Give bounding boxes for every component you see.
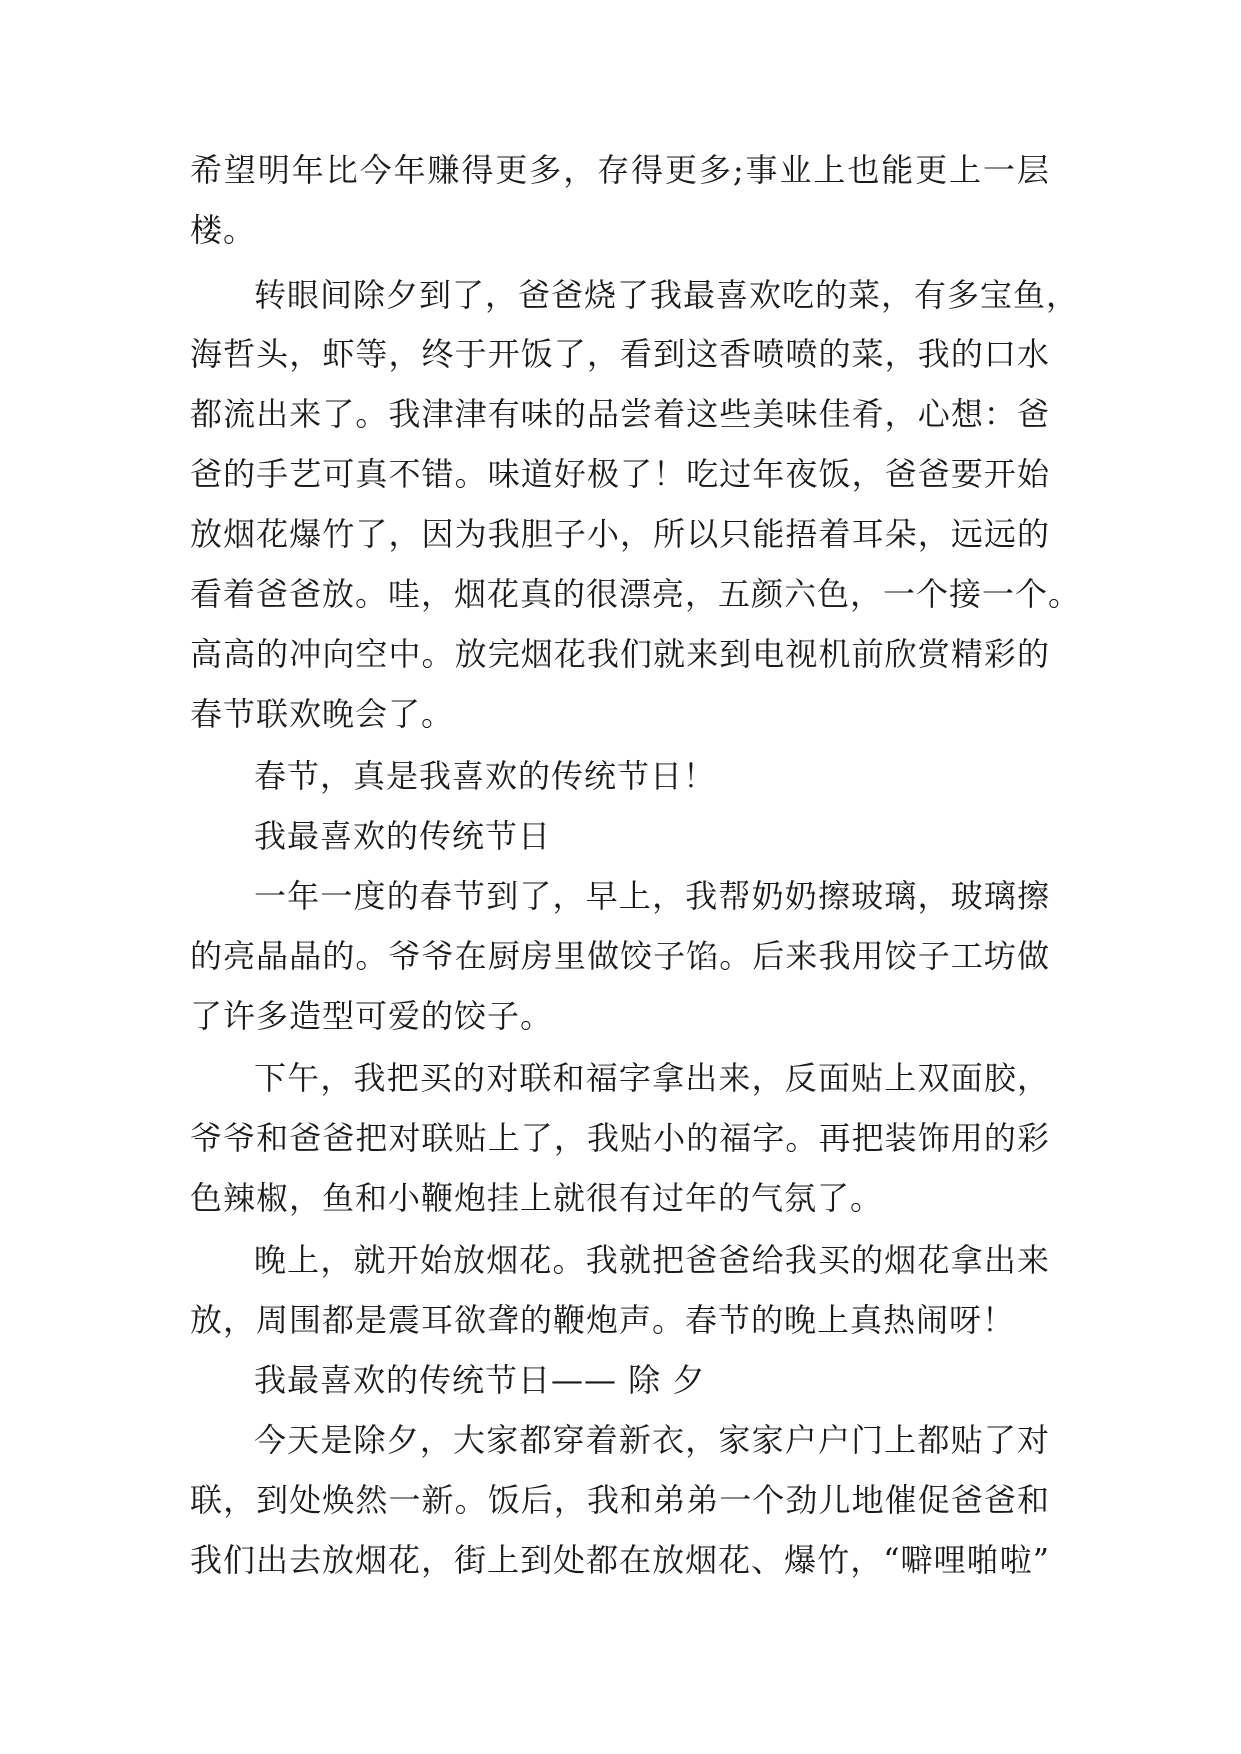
- text-line: 春节联欢晚会了。: [190, 695, 455, 733]
- text-line: 联，到处焕然一新。饭后，我和弟弟一个劲儿地催促爸爸和: [190, 1481, 1050, 1519]
- paragraph-first-line: 晚上，就开始放烟花。我就把爸爸给我买的烟花拿出来: [254, 1241, 1050, 1279]
- text-line: 色辣椒，鱼和小鞭炮挂上就很有过年的气氛了。: [190, 1179, 884, 1217]
- section-heading: 我最喜欢的传统节日: [254, 817, 552, 855]
- text-line: 爸的手艺可真不错。味道好极了！吃过年夜饭，爸爸要开始: [190, 455, 1050, 493]
- paragraph-line: 春节，真是我喜欢的传统节日！: [254, 757, 717, 795]
- paragraph-first-line: 下午，我把买的对联和福字拿出来，反面贴上双面胶，: [254, 1059, 1050, 1097]
- text-line: 爷爷和爸爸把对联贴上了，我贴小的福字。再把装饰用的彩: [190, 1119, 1050, 1157]
- text-line: 的亮晶晶的。爷爷在厨房里做饺子馅。后来我用饺子工坊做: [190, 937, 1050, 975]
- text-line: 楼。: [190, 211, 257, 249]
- text-line: 都流出来了。我津津有味的品尝着这些美味佳肴，心想：爸: [190, 395, 1050, 433]
- text-line: 高高的冲向空中。放完烟花我们就来到电视机前欣赏精彩的: [190, 635, 1050, 673]
- text-line: 海哲头，虾等，终于开饭了，看到这香喷喷的菜，我的口水: [190, 335, 1050, 373]
- paragraph-first-line: 今天是除夕，大家都穿着新衣，家家户户门上都贴了对: [254, 1421, 1050, 1459]
- text-line: 放，周围都是震耳欲聋的鞭炮声。春节的晚上真热闹呀！: [190, 1301, 1016, 1339]
- paragraph-first-line: 转眼间除夕到了，爸爸烧了我最喜欢吃的菜，有多宝鱼，: [254, 276, 1080, 314]
- text-line: 看着爸爸放。哇，烟花真的很漂亮，五颜六色，一个接一个。: [190, 575, 1082, 613]
- paragraph-first-line: 一年一度的春节到了，早上，我帮奶奶擦玻璃，玻璃擦: [254, 877, 1050, 915]
- text-line: 希望明年比今年赚得更多，存得更多;事业上也能更上一层: [190, 151, 1050, 189]
- text-line: 放烟花爆竹了，因为我胆子小，所以只能捂着耳朵，远远的: [190, 515, 1050, 553]
- text-line: 了许多造型可爱的饺子。: [190, 997, 554, 1035]
- section-heading: 我最喜欢的传统节日—— 除 夕: [254, 1361, 706, 1399]
- text-line: 我们出去放烟花，街上到处都在放烟花、爆竹，“噼哩啪啦”: [190, 1541, 1050, 1579]
